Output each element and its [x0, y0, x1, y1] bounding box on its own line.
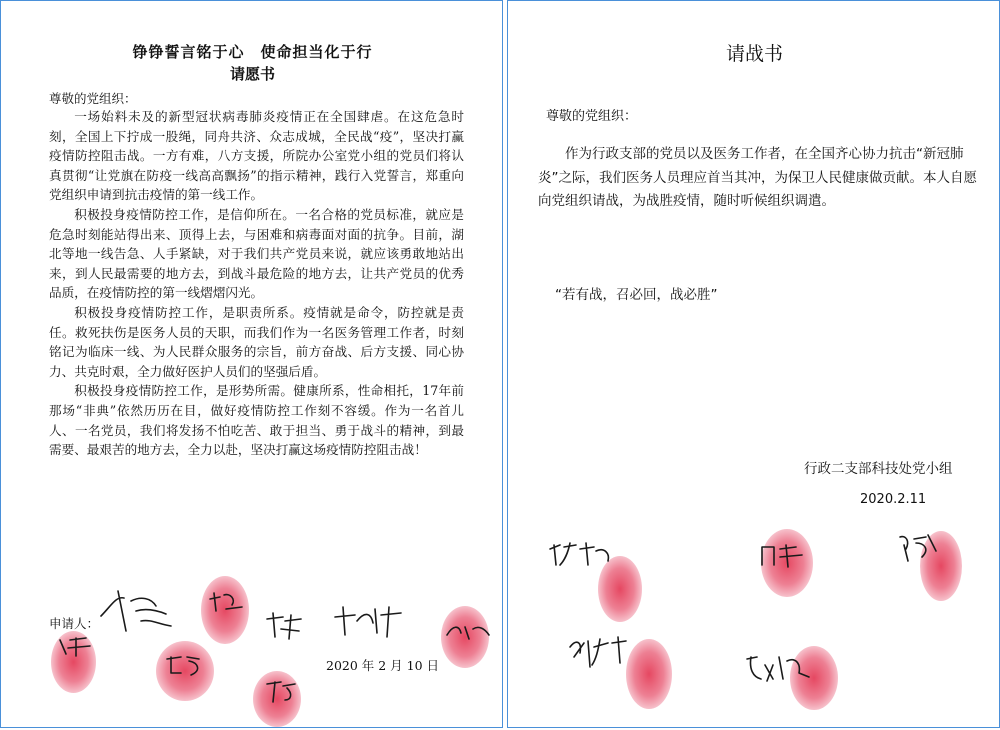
letter-date: 2020 年 2 月 10 日: [326, 658, 440, 673]
request-greeting: 尊敬的党组织：: [546, 109, 638, 124]
handwritten-signature: [743, 649, 813, 689]
letter-paragraph: 积极投身疫情防控工作，是信仰所在。一名合格的党员标准，就应是危急时刻能站得出来、顶得上去，与困难和病毒面对面的抗争。目前，湖北等地一线告急、人手紧缺，对于我们共产党员来说，就应该勇敢地站出来，到人民最需要的地方去，到战斗最危险的地方去，让共产党员的优秀品质，在疫情防控的第一线熠熠闪光。: [49, 206, 464, 301]
request-date: 2020.2.11: [860, 492, 927, 507]
handwritten-signature: [263, 611, 305, 643]
handwritten-signature: [443, 619, 493, 645]
request-paragraph: 作为行政支部的党员以及医务工作者，在全国齐心协力抗击“新冠肺炎”之际，我们医务人员理应首当其冲，为保卫人民健康做贡献。本人自愿向党组织请战，为战胜疫情，随时听候组织调遣。: [538, 146, 977, 209]
applicant-label: 申请人：: [49, 616, 100, 631]
handwritten-signature: [96, 586, 176, 636]
request-organization: 行政二支部科技处党小组: [804, 461, 953, 477]
handwritten-signature: [163, 653, 207, 679]
handwritten-signature: [206, 589, 248, 619]
handwritten-signature: [546, 539, 616, 571]
request-body: [538, 143, 978, 214]
handwritten-signature: [263, 676, 299, 706]
letter-paragraph: 积极投身疫情防控工作，是形势所需。健康所系，性命相托，17年前那场“非典”依然历历在目，做好疫情防控工作刻不容缓。作为一名首儿人、一名党员，我们将发扬不怕吃苦、敢于担当、勇于战斗的精神，到最需要、最艰苦的地方去，全力以赴，坚决打赢这场疫情防控阻击战！: [49, 383, 464, 458]
handwritten-signature: [566, 633, 636, 673]
battle-request-page: [507, 0, 1000, 728]
request-slogan: “若有战，召必回，战必胜”: [555, 287, 718, 303]
letter-paragraph: 一场始料未及的新型冠状病毒肺炎疫情正在全国肆虐。在这危急时刻，全国上下拧成一股绳，同舟共济、众志成城，全民战“疫”，坚决打赢疫情防控阻击战。一方有难，八方支援，所院办公室党小组的党员们将认真贯彻“让党旗在防疫一线高高飘扬”的指示精神，践行入党誓言，郑重向党组织申请到抗击疫情的第一线工作。: [49, 109, 464, 203]
letter-greeting: 尊敬的党组织：: [49, 91, 137, 106]
handwritten-signature: [56, 634, 96, 660]
letter-headline: 铮铮誓言铭于心 使命担当化于行: [132, 43, 373, 61]
handwritten-signature: [758, 541, 808, 571]
letter-paragraph: 积极投身疫情防控工作，是职责所系。疫情就是命令，防控就是责任。救死扶伤是医务人员的天职，而我们作为一名医务管理工作者，时刻铭记为临床一线、为人民群众服务的宗旨，前方奋战、后方支援、同心协力、共克时艰，全力做好医护人员们的坚强后盾。: [49, 304, 464, 379]
letter-body: [49, 107, 464, 460]
handwritten-signature: [896, 531, 941, 565]
request-title: 请战书: [725, 43, 783, 65]
letter-title: 请愿书: [229, 65, 275, 83]
handwritten-signature: [331, 601, 411, 641]
